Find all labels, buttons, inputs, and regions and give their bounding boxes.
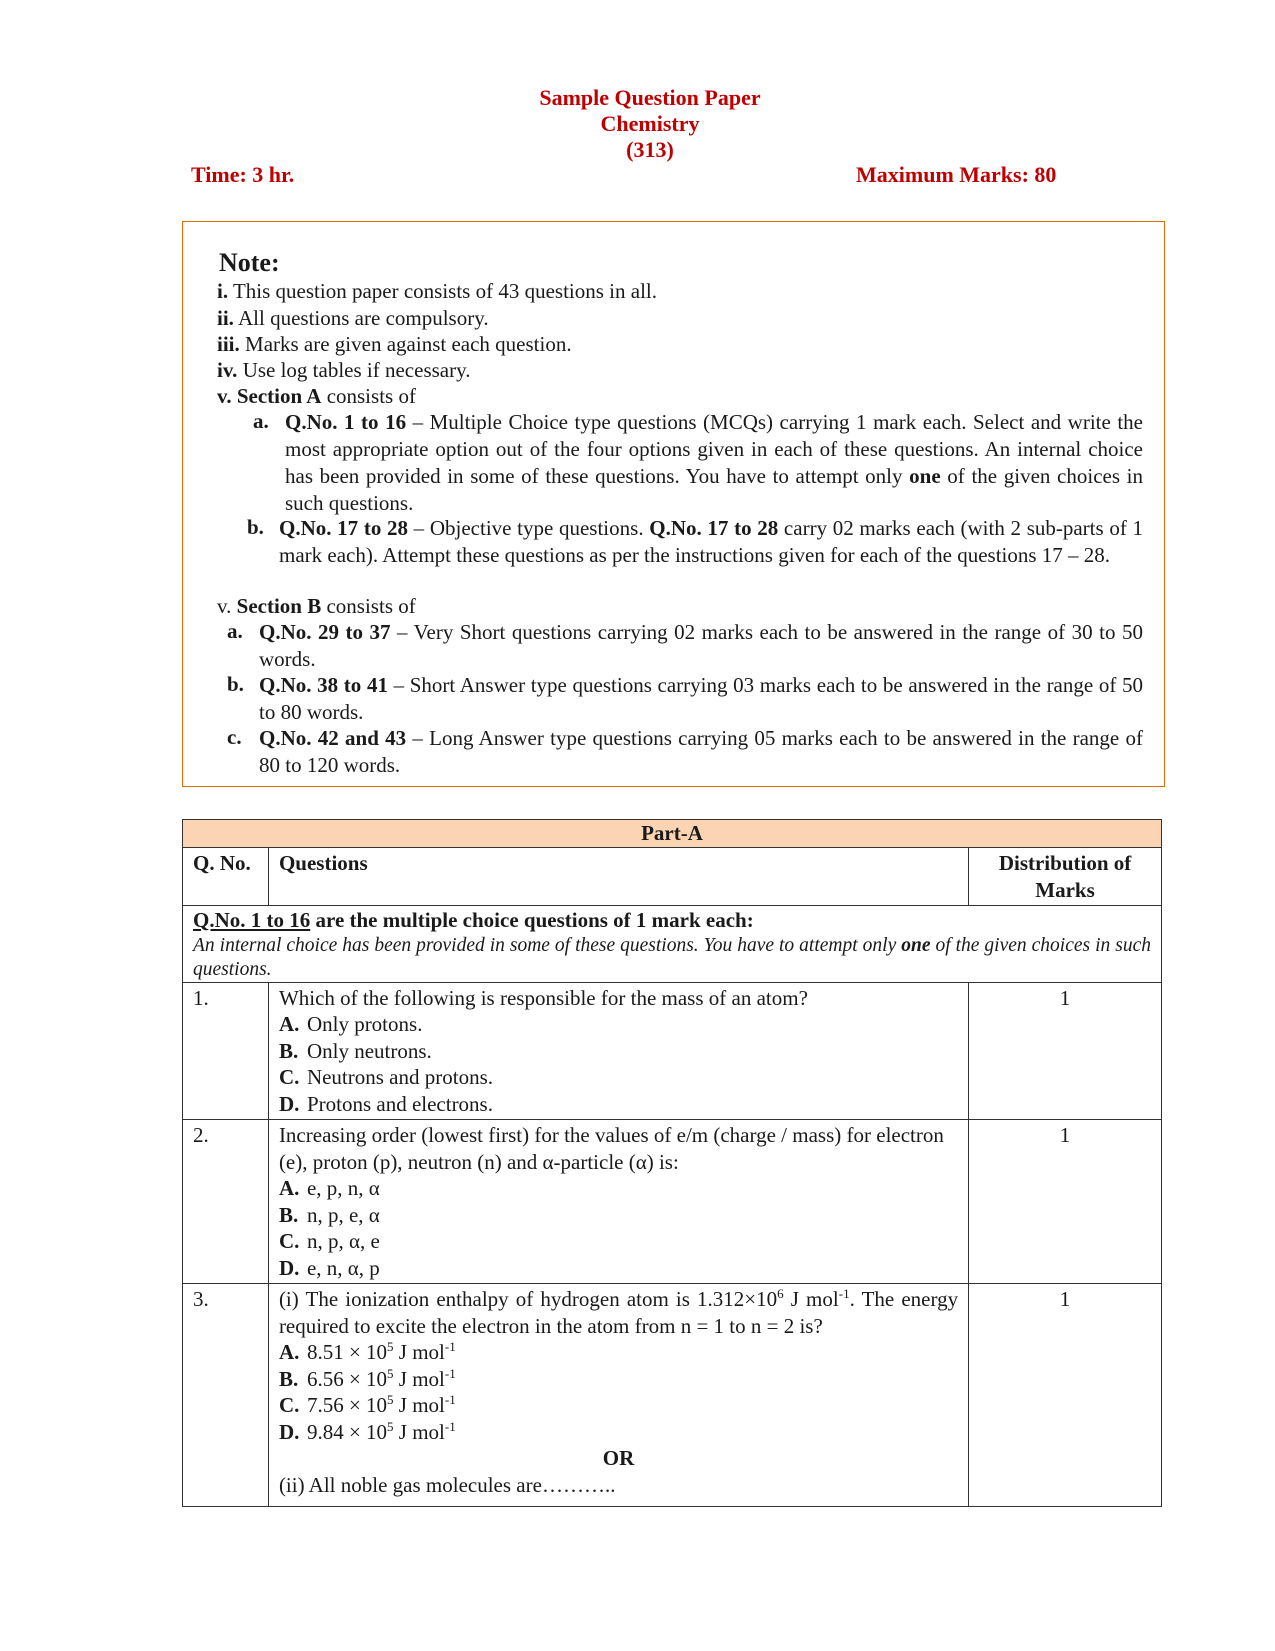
col-header-questions: Questions <box>268 848 968 906</box>
section-b-heading: v. Section B consists of <box>217 594 416 618</box>
mcq-instruction: An internal choice has been provided in some of these questions. You have to attempt only one of the given choices in such questions. <box>193 934 1151 980</box>
question-number: 3. <box>183 1284 269 1507</box>
question-number: 1. <box>183 982 269 1120</box>
table-row <box>183 982 1162 1120</box>
part-header-row <box>183 820 1162 848</box>
question-cell <box>268 1120 968 1284</box>
question-marks: 1 <box>969 1120 1162 1284</box>
table-row <box>183 1284 1162 1507</box>
section-b-item-label: a. <box>227 619 243 643</box>
or-separator: OR <box>602 1446 635 1470</box>
note-item: i. This question paper consists of 43 questions in all. <box>217 279 658 303</box>
section-a-heading: v. Section A consists of <box>217 384 416 408</box>
note-title: Note: <box>219 248 280 277</box>
instructions-box <box>182 221 1165 787</box>
question-text: Increasing order (lowest first) for the values of e/m (charge / mass) for electron (e), proton (p), neutron (n) and α-particle (α) is: <box>278 1123 944 1174</box>
section-a-item-label: a. <box>253 409 269 433</box>
section-a-item-b: Q.No. 17 to 28 – Objective type questions. Q.No. 17 to 28 carry 02 marks each (with 2 sub-parts of 1 mark each). Attempt these questions as per the instructions given for each of the questions 17 – 28. <box>279 516 1144 567</box>
question-alt-text: (ii) All noble gas molecules are……….. <box>278 1472 616 1497</box>
subject-name: Chemistry <box>600 111 700 136</box>
question-text: Which of the following is responsible for the mass of an atom? <box>278 985 808 1010</box>
section-b-item-c: Q.No. 42 and 43 – Long Answer type questions carrying 05 marks each to be answered in the range of 80 to 120 words. <box>259 726 1143 777</box>
option: D. e, n, α, p <box>278 1255 380 1280</box>
section-a-item-label: b. <box>247 515 264 539</box>
table-row <box>183 1120 1162 1284</box>
option: B. n, p, e, α <box>278 1202 380 1227</box>
option: A. e, p, n, α <box>278 1176 380 1200</box>
part-label: Part-A <box>183 820 1162 848</box>
option: A. Only protons. <box>278 1012 423 1036</box>
option: C. Neutrons and protons. <box>278 1065 493 1089</box>
question-marks: 1 <box>969 1284 1162 1507</box>
questions-table <box>182 819 1162 1507</box>
max-marks-label: Maximum Marks: 80 <box>856 162 1057 187</box>
section-b-item-b: Q.No. 38 to 41 – Short Answer type questions carrying 03 marks each to be answered in the range of 50 to 80 words. <box>259 673 1143 724</box>
option: D. $9.84 \times 10^5$ J mol$^{-1}$ <box>278 1418 456 1444</box>
option: D. Protons and electrons. <box>278 1091 493 1116</box>
col-header-qno: Q. No. <box>183 848 269 906</box>
time-label: Time: 3 hr. <box>191 162 295 187</box>
question-cell <box>268 982 968 1120</box>
question-marks: 1 <box>969 982 1162 1120</box>
option: C. n, p, α, e <box>278 1229 380 1253</box>
mcq-instruction-row <box>183 906 1162 983</box>
mcq-heading: Q.No. 1 to 16 are the multiple choice questions of 1 mark each: <box>193 908 754 932</box>
option: A. $8.51 \times 10^5$ J mol$^{-1}$ <box>278 1339 456 1364</box>
question-cell <box>268 1284 968 1507</box>
option: C. $7.56 \times 10^5$ J mol$^{-1}$ <box>278 1392 456 1417</box>
option: B. $6.56 \times 10^5$ J mol$^{-1}$ <box>278 1365 456 1391</box>
paper-title: Sample Question Paper <box>539 85 761 110</box>
question-number: 2. <box>183 1120 269 1284</box>
question-text: (i) The ionization enthalpy of hydrogen atom is $1.312\times 10^6$ J mol$^{-1}$. The energy required to excite the electron in the atom from n = 1 to n = 2 is? <box>278 1286 959 1338</box>
section-b-item-label: c. <box>227 725 242 749</box>
note-item: ii. All questions are compulsory. <box>217 306 489 330</box>
option: B. Only neutrons. <box>278 1038 432 1063</box>
col-header-marks: Distribution of Marks <box>969 848 1162 906</box>
column-header-row <box>183 848 1162 906</box>
section-b-item-a: Q.No. 29 to 37 – Very Short questions carrying 02 marks each to be answered in the range of 30 to 50 words. <box>259 620 1143 671</box>
subject-code: (313) <box>626 137 674 162</box>
section-b-item-label: b. <box>227 672 244 696</box>
note-item: iii. Marks are given against each question. <box>217 332 572 356</box>
section-a-item-a: Q.No. 1 to 16 – Multiple Choice type questions (MCQs) carrying 1 mark each. Select and write the most appropriate option out of the four options given in each of these questions. An internal choice has been provided in some of these questions. You have to attempt only one of the given choices in such questions. <box>285 410 1143 515</box>
note-item: iv. Use log tables if necessary. <box>217 358 471 382</box>
